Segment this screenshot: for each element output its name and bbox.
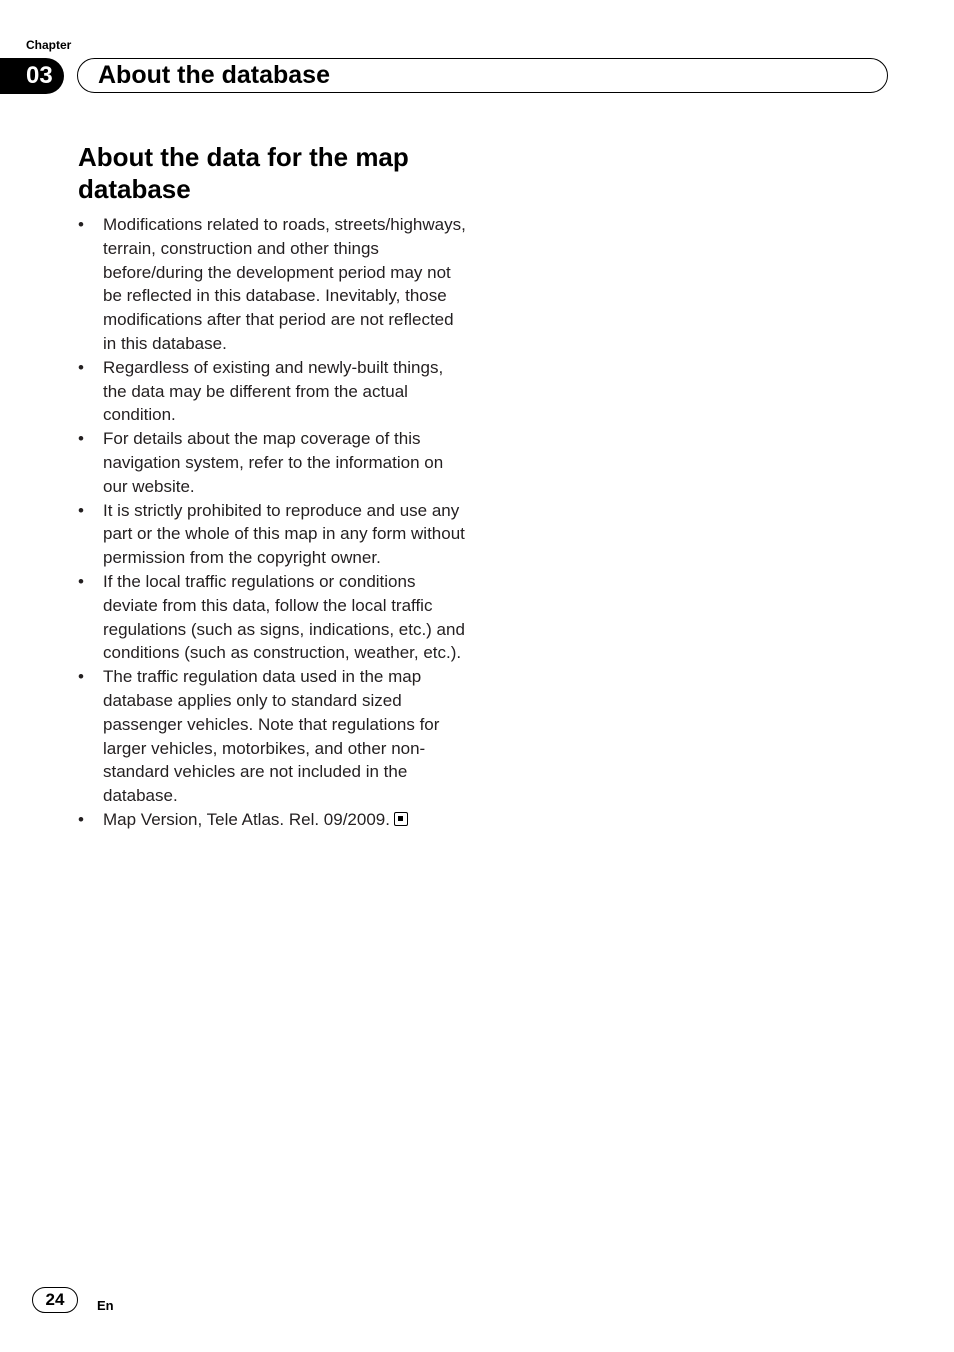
bullet-icon: • xyxy=(78,215,84,234)
chapter-title-box xyxy=(77,58,888,93)
list-item-text: It is strictly prohibited to reproduce and use any part or the whole of this map in any form without permission from the copyright owner. xyxy=(103,500,465,568)
list-item-text: Regardless of existing and newly-built things, the data may be different from the actual condition. xyxy=(103,357,444,425)
end-of-section-icon xyxy=(394,812,408,826)
list-item xyxy=(78,356,470,427)
list-item-text: For details about the map coverage of this navigation system, refer to the information on our website. xyxy=(103,429,444,496)
chapter-label: Chapter xyxy=(26,38,72,52)
bullet-icon: • xyxy=(78,667,84,687)
chapter-number-badge: 03 xyxy=(0,58,64,94)
page-number: 24 xyxy=(32,1287,78,1313)
list-item xyxy=(78,427,470,498)
language-label: En xyxy=(97,1298,114,1313)
bullet-icon: • xyxy=(78,357,84,377)
list-item-text: If the local traffic regulations or conditions deviate from this data, follow the local traffic regulations (such as signs, indications, etc.) and conditions (such as construction, weather, etc.). xyxy=(103,571,465,663)
section-title: About the data for the map database xyxy=(78,142,409,204)
list-item xyxy=(78,665,470,808)
list-item xyxy=(78,213,470,356)
bullet-list xyxy=(78,213,470,832)
list-item xyxy=(78,570,470,665)
chapter-title: About the database xyxy=(98,61,330,89)
list-item-text: The traffic regulation data used in the map database applies only to standard sized passenger vehicles. Note that regulations for larger vehicles, motorbikes, and other non-standard vehicles are not included in the database. xyxy=(103,667,440,806)
bullet-icon: • xyxy=(78,500,84,520)
bullet-icon: • xyxy=(78,571,84,591)
list-item-text: Map Version, Tele Atlas. Rel. 09/2009. xyxy=(103,809,390,829)
bullet-icon: • xyxy=(78,809,84,829)
list-item xyxy=(78,808,470,832)
list-item xyxy=(78,499,470,570)
bullet-icon: • xyxy=(78,429,84,449)
list-item-text: Modifications related to roads, streets/highways, terrain, construction and other things before/during the development period may not be reflected in this database. Inevitably, those modifications after that period are not reflected in this database. xyxy=(103,215,466,353)
